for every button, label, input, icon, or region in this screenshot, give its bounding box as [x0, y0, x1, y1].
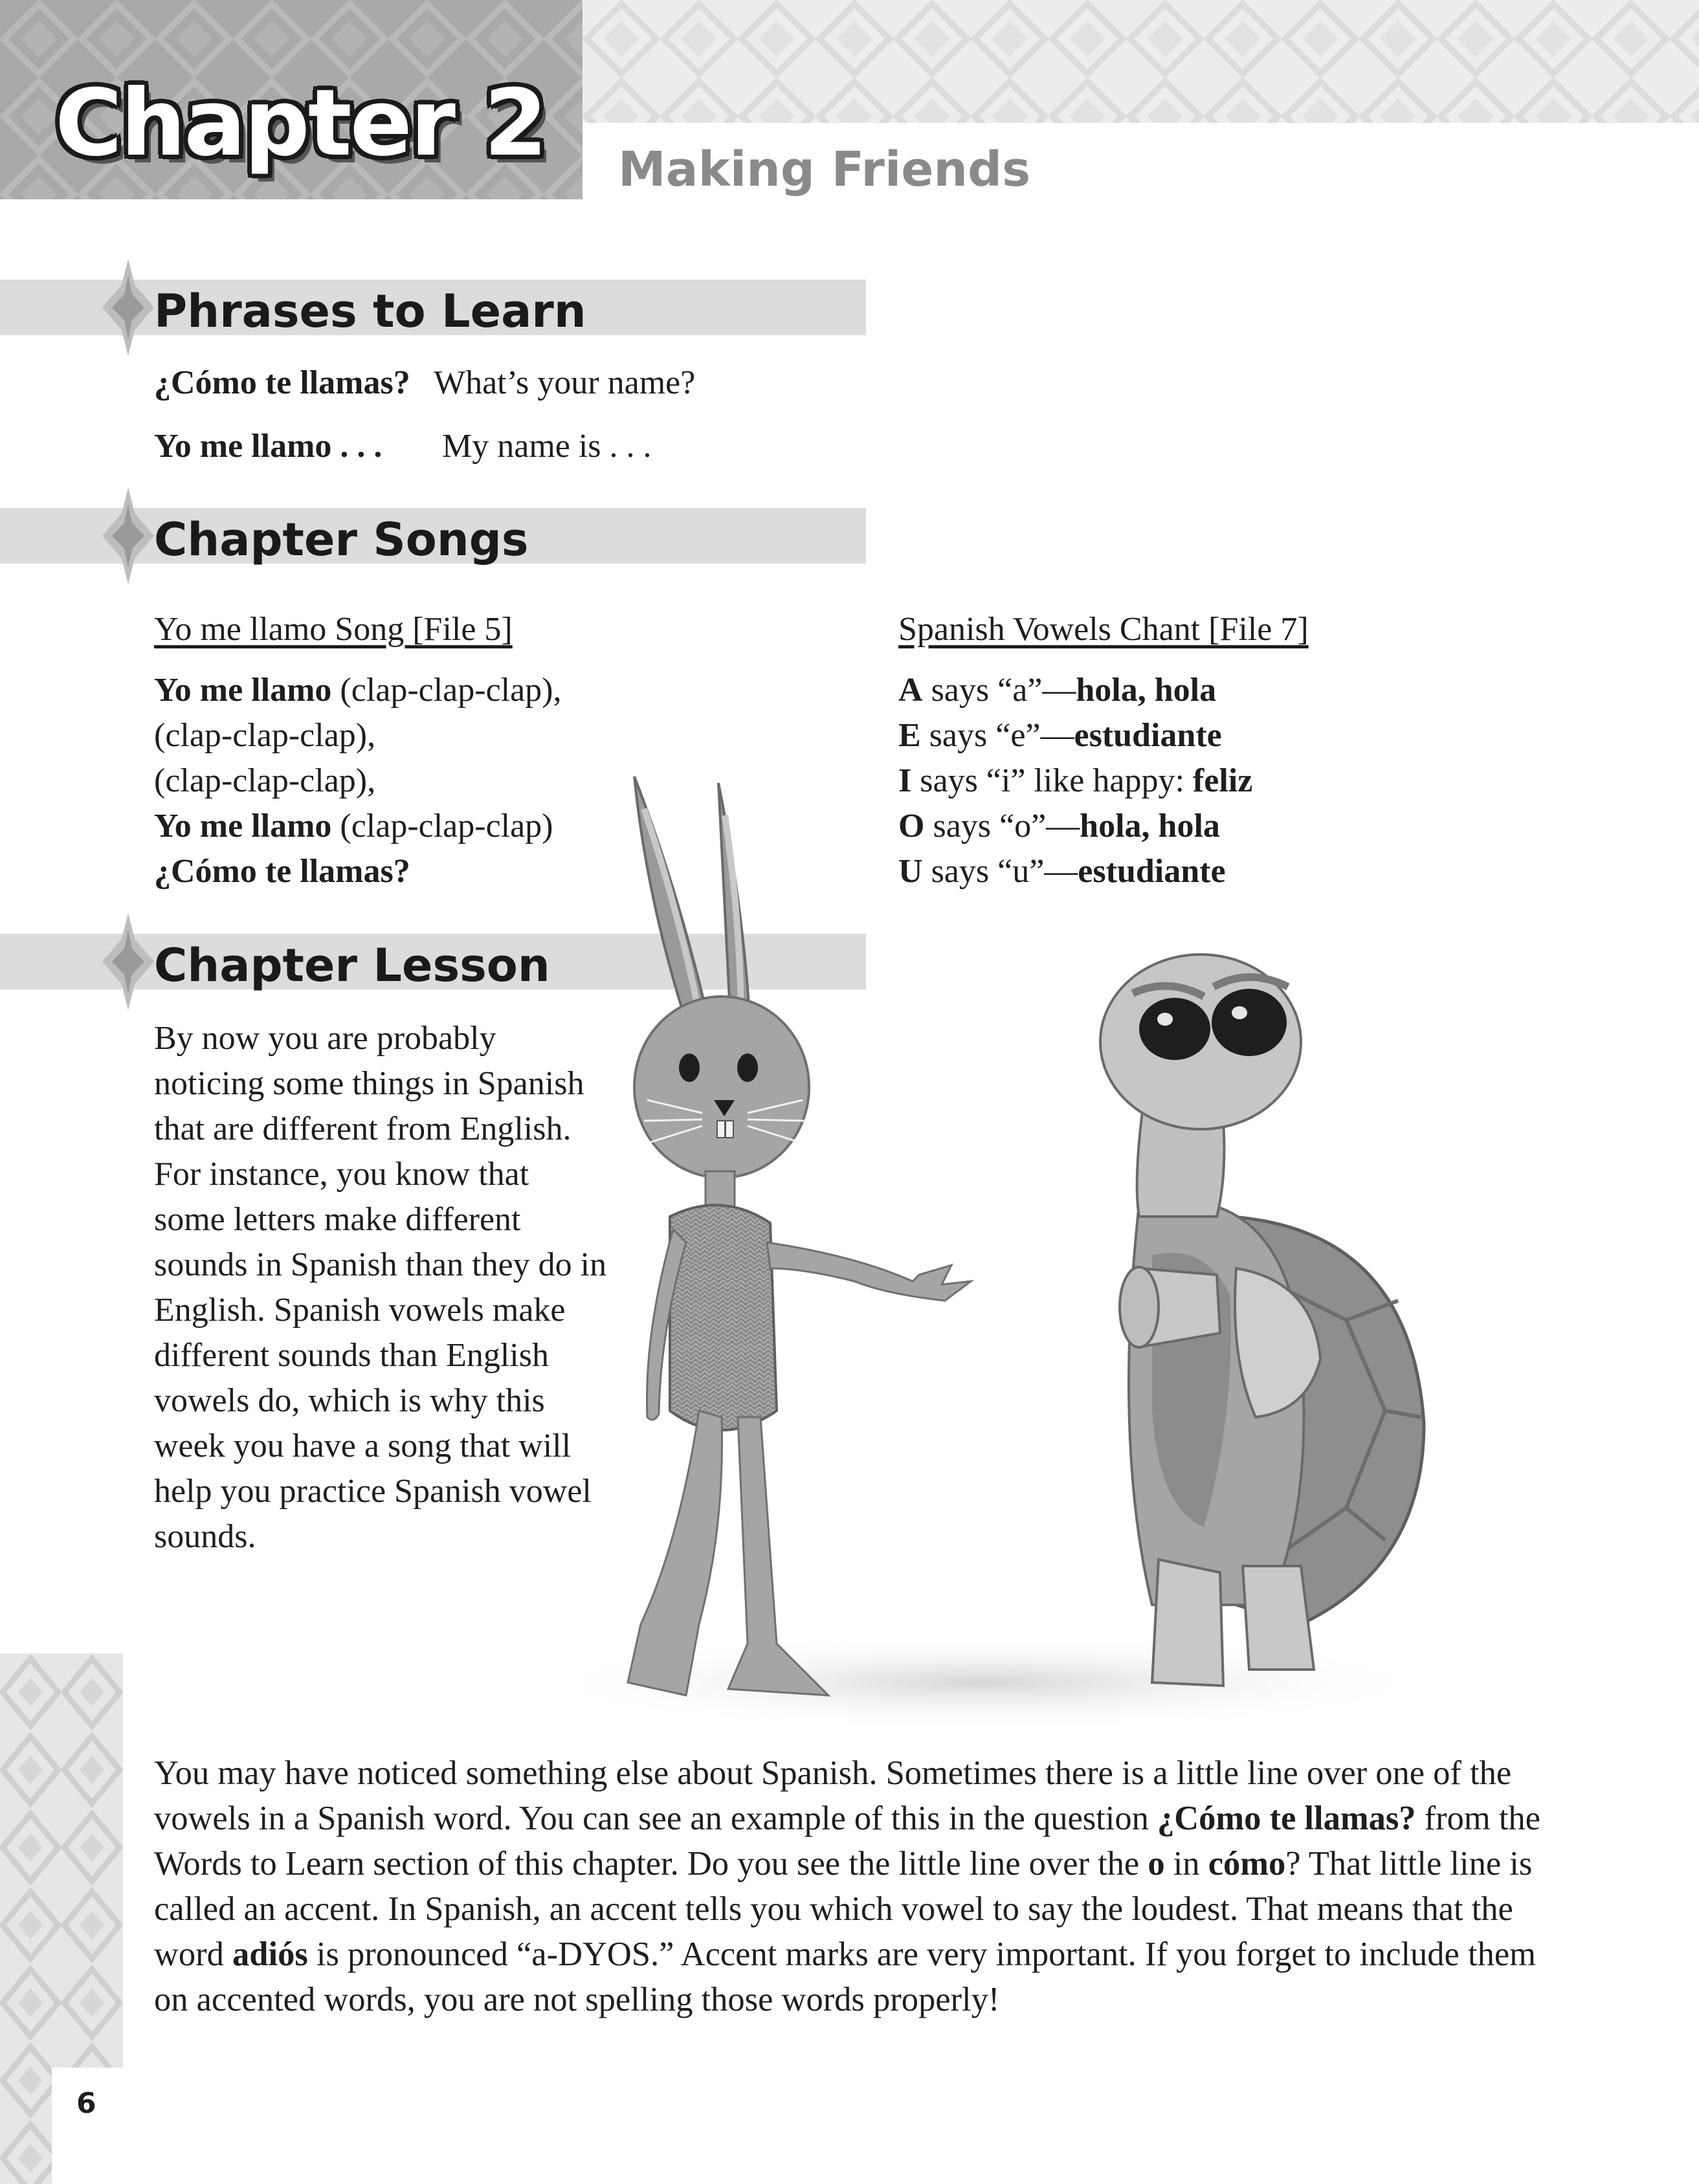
star-ornament-icon	[96, 259, 154, 356]
chapter-title: Chapter 2	[55, 70, 546, 177]
phrase-row	[154, 424, 382, 469]
page-number: 6	[76, 2087, 96, 2120]
chant-line: I says “i” like happy: feliz	[898, 762, 1253, 799]
lesson-paragraph: By now you are probably noticing some things in Spanish that are different from English. For instance, you know that some letters make different sounds in Spanish than they do in English. Spanish vowels make different sounds than English vowels do, which is why this week you have a song that will help you practice Spanish vowel sounds.	[154, 1020, 607, 1555]
song1-lyrics	[154, 668, 562, 894]
rabbit-figure	[628, 777, 971, 1695]
star-ornament-icon	[96, 487, 154, 584]
song2-title: Spanish Vowels Chant [File 7]	[898, 611, 1309, 648]
star-ornament-icon	[96, 913, 154, 1010]
rabbit-and-turtle-illustration	[583, 764, 1489, 1728]
phrases-heading: Phrases to Learn	[154, 285, 586, 338]
lyric-line: (clap-clap-clap),	[154, 717, 376, 754]
side-diamond-pattern	[0, 1653, 123, 2184]
phrase-row	[154, 360, 410, 406]
songs-heading: Chapter Songs	[154, 513, 529, 566]
phrase-spanish: ¿Cómo te llamas?	[154, 364, 410, 401]
chant-line: O says “o”—hola, hola	[898, 808, 1220, 844]
phrase-english: What’s your name?	[434, 364, 696, 401]
chant-line: E says “e”—estudiante	[898, 717, 1222, 754]
lyric-line: ¿Cómo te llamas?	[154, 853, 410, 890]
accent-paragraph: You may have noticed something else about Spanish. Sometimes there is a little line over one of the vowels in a Spanish word. You can see an example of this in the question ¿Cómo te llamas? from the Words to Learn section of this chapter. Do you see the little line over the o in cómo? That little line is called an accent. In Spanish, an accent tells you which vowel to say the loudest. That means that the word adiós is pronounced “a-DYOS.” Accent marks are very important. If you forget to include them on accented words, you are not spelling those words properly!	[154, 1754, 1540, 2018]
lyric-line: Yo me llamo (clap-clap-clap),	[154, 672, 562, 709]
turtle-figure	[1100, 954, 1424, 1686]
lyric-line: (clap-clap-clap),	[154, 762, 376, 799]
lyric-line: Yo me llamo (clap-clap-clap)	[154, 808, 553, 844]
header-pattern-right	[583, 0, 1699, 123]
chant-line: A says “a”—hola, hola	[898, 672, 1217, 709]
phrase-english: My name is . . .	[442, 428, 652, 465]
chapter-subtitle: Making Friends	[618, 142, 1031, 197]
chant-line: U says “u”—estudiante	[898, 853, 1226, 890]
lesson-heading: Chapter Lesson	[154, 939, 550, 992]
phrase-spanish: Yo me llamo . . .	[154, 428, 383, 465]
song1-title: Yo me llamo Song [File 5]	[154, 611, 513, 648]
